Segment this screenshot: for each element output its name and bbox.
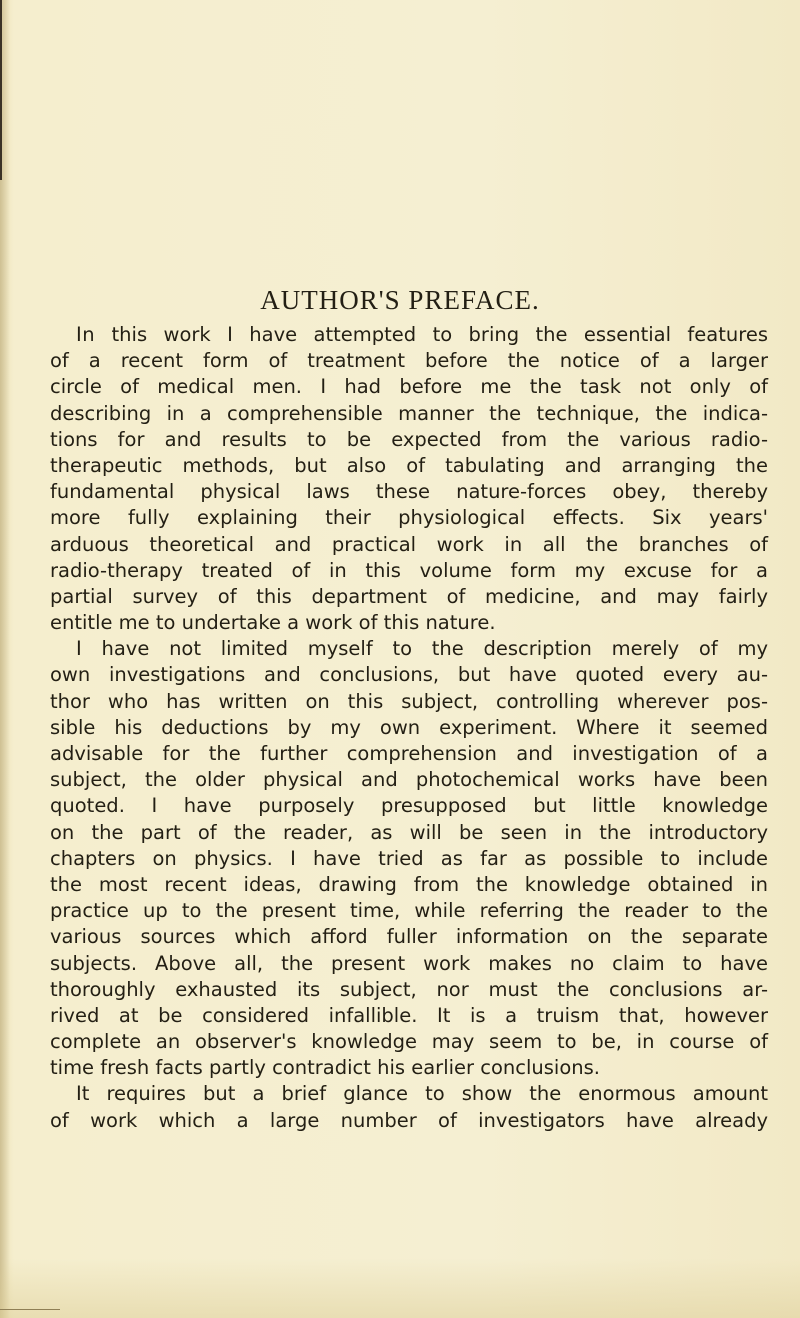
paragraph-1-line: tions for and results to be expected from the various radio- [50,427,768,451]
paragraph-1-line: fundamental physical laws these nature-forces obey, thereby [50,480,768,504]
paragraph-2-line: advisable for the further comprehension and investigation of a [50,742,768,765]
page-title: AUTHOR'S PREFACE. [260,285,540,315]
paragraph-2-line: I have not limited myself to the description merely of my [76,637,768,661]
gutter-shadow [0,0,10,1318]
paragraph-1-line: partial survey of this department of medicine, and may fairly [50,584,768,608]
paragraph-2-line: rived at be considered infallible. It is a truism that, however [50,1003,768,1027]
paragraph-2-line: thoroughly exhausted its subject, nor must the conclusions ar- [50,977,768,1001]
paragraph-1-line: arduous theoretical and practical work in all the branches of [50,532,768,556]
paragraph-3-line: of work which a large number of investigators have already [50,1108,768,1132]
paragraph-1-line: circle of medical men. I had before me the task not only of [50,375,768,399]
paragraph-2-line: complete an observer's knowledge may seem to be, in course of [50,1030,768,1054]
paragraph-2-line: subjects. Above all, the present work makes no claim to have [50,951,768,975]
first-line-rest: this work I have attempted to bring the essential features [95,323,768,346]
paragraph-1-line: entitle me to undertake a work of this nature. [50,611,496,635]
paragraph-2-line: quoted. I have purposely presupposed but little knowledge [50,794,768,818]
paragraph-1-line: radio-therapy treated of in this volume form my excuse for a [50,558,768,582]
paragraph-2-line: sible his deductions by my own experiment. Where it seemed [50,715,768,739]
paragraph-1-line: describing in a comprehensible manner the technique, the indica- [50,401,768,425]
paragraph-1-line: therapeutic methods, but also of tabulating and arranging the [50,453,768,477]
paragraph-2-line: practice up to the present time, while referring the reader to the [50,899,768,923]
paragraph-2-line: chapters on physics. I have tried as far as possible to include [50,846,768,870]
paragraph-2-line: own investigations and conclusions, but have quoted every au- [50,663,768,687]
drop-word: In [76,323,96,346]
preface-body [50,322,768,1134]
paragraph-2-line: the most recent ideas, drawing from the knowledge obtained in [50,872,768,896]
paragraph-2-line: subject, the older physical and photochemical works have been [50,768,768,792]
paragraph-2-line: time fresh facts partly contradict his earlier conclusions. [50,1056,600,1080]
bottom-rule [0,1309,60,1310]
paragraph-1-line-1 [50,322,768,348]
paragraph-2-line: on the part of the reader, as will be seen in the introductory [50,820,768,844]
paragraph-2-line: various sources which afford fuller information on the separate [50,925,768,949]
paragraph-1-line: of a recent form of treatment before the notice of a larger [50,349,768,373]
paragraph-1-line: more fully explaining their physiological effects. Six years' [50,506,768,530]
page-bottom-shade [0,1258,800,1318]
binding-edge [0,0,2,180]
paragraph-3-line: It requires but a brief glance to show the enormous amount [76,1082,768,1106]
paragraph-2-line: thor who has written on this subject, controlling wherever pos- [50,689,768,713]
